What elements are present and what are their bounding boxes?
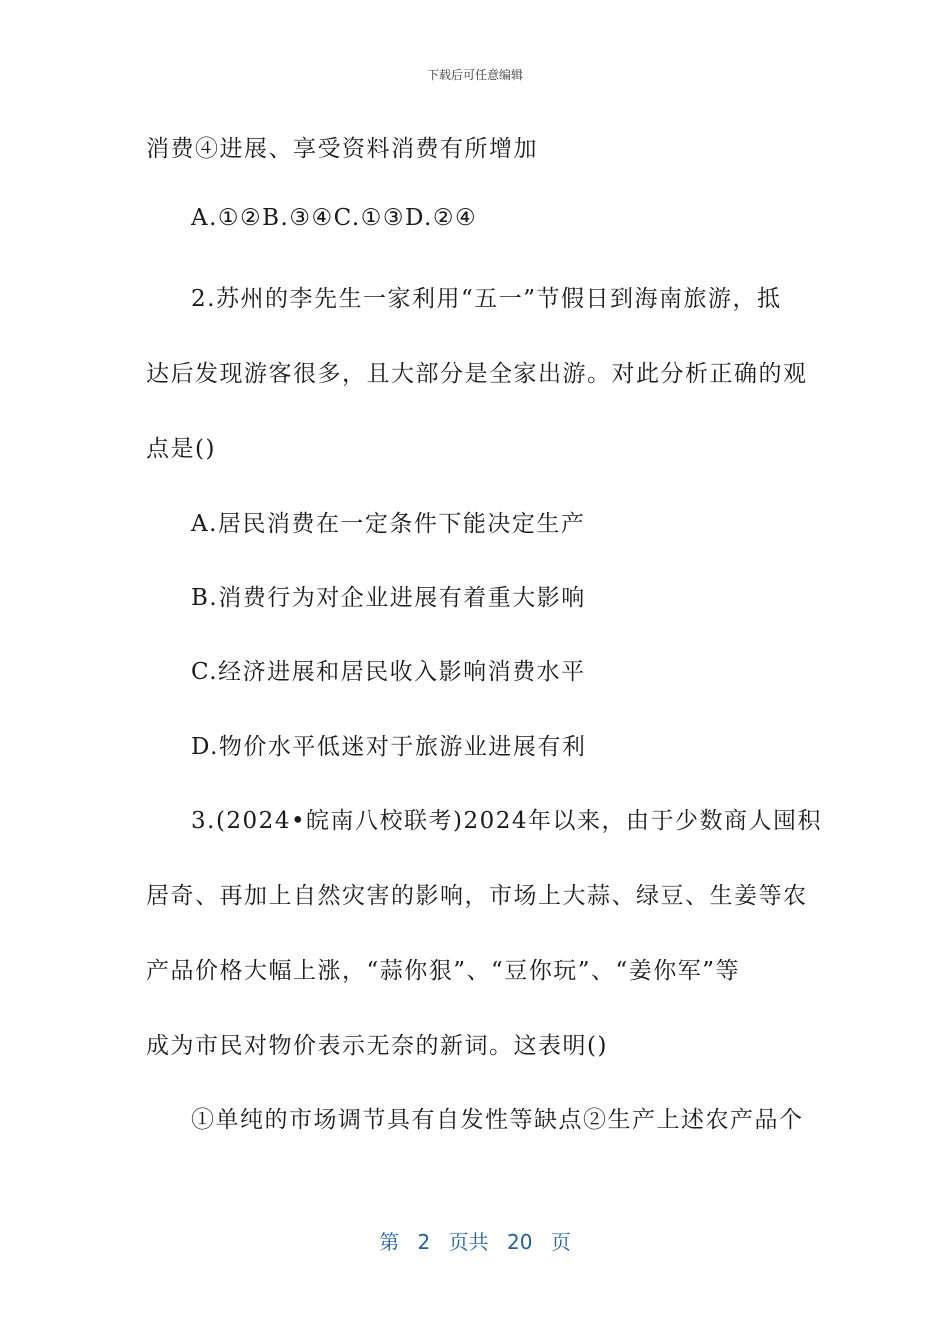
- question-3-line: 居奇、再加上自然灾害的影响，市场上大蒜、绿豆、生姜等农: [146, 883, 808, 909]
- option-a: A.居民消费在一定条件下能决定生产: [191, 511, 586, 537]
- question-2-line: 2.苏州的李先生一家利用“五一”节假日到海南旅游，抵: [191, 286, 782, 312]
- option-c: C.经济进展和居民收入影响消费水平: [191, 659, 586, 685]
- page-footer: [0, 1226, 950, 1255]
- question-3-line: 3.(2024•皖南八校联考)2024年以来，由于少数商人囤积: [191, 808, 823, 834]
- question-3-line: 成为市民对物价表示无奈的新词。这表明(): [146, 1033, 608, 1059]
- statement-line: ①单纯的市场调节具有自发性等缺点②生产上述农产品个: [191, 1107, 804, 1133]
- answer-options: A.①②B.③④C.①③D.②④: [191, 205, 478, 231]
- option-b: B.消费行为对企业进展有着重大影响: [191, 585, 586, 611]
- page-label: 第: [379, 1230, 400, 1254]
- option-d: D.物价水平低迷对于旅游业进展有利: [191, 734, 587, 760]
- text-line: 消费④进展、享受资料消费有所增加: [146, 136, 538, 162]
- question-2-line: 达后发现游客很多，且大部分是全家出游。对此分析正确的观: [146, 361, 808, 387]
- page-header: 下载后可任意编辑: [426, 68, 523, 82]
- question-2-line: 点是(): [146, 436, 216, 462]
- question-3-line: 产品价格大幅上涨，“蒜你狠”、“豆你玩”、“姜你军”等: [146, 958, 741, 984]
- total-label: 页共: [448, 1230, 489, 1254]
- total-pages: 20: [507, 1230, 533, 1254]
- page-suffix: 页: [550, 1230, 571, 1254]
- page-number: 2: [417, 1230, 431, 1254]
